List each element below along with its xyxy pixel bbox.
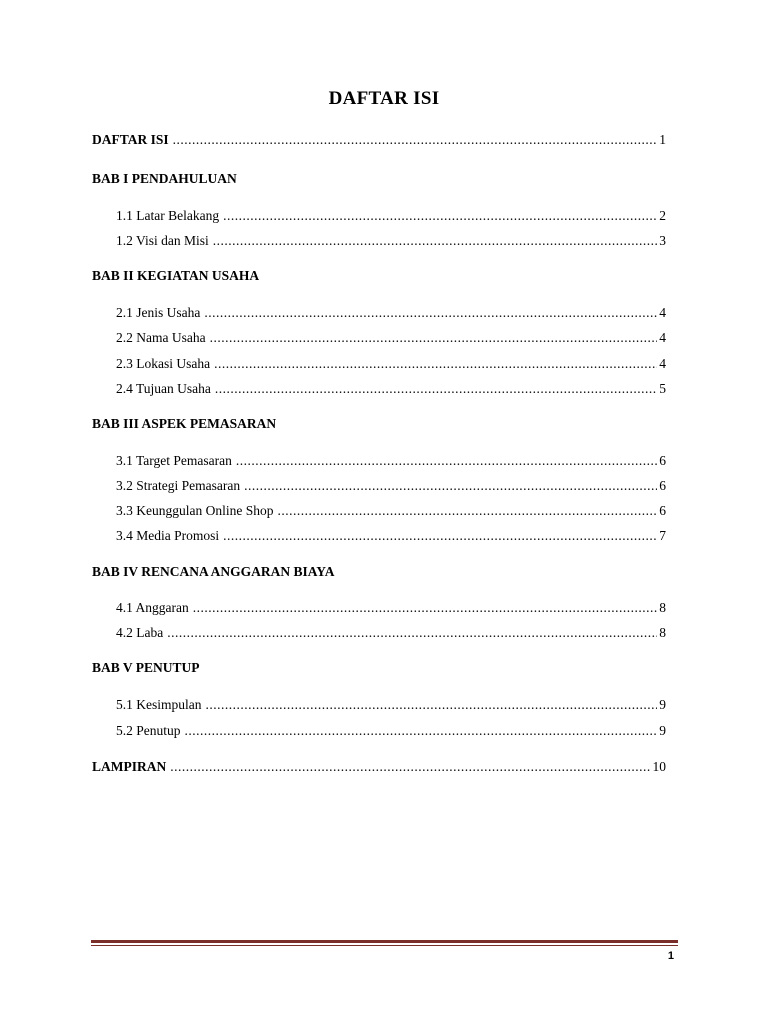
toc-page-number: 4 (659, 356, 666, 371)
toc-entry-daftar-isi[interactable] (92, 132, 666, 148)
toc-entry-5-1[interactable] (116, 697, 666, 713)
toc-leader-dots (170, 759, 650, 775)
toc-entry-5-2[interactable] (116, 723, 666, 739)
footer-divider-thin (91, 945, 678, 946)
toc-entry-2-4[interactable] (116, 381, 666, 397)
toc-leader-dots (244, 478, 657, 494)
toc-leader-dots (167, 625, 657, 641)
toc-page-number: 6 (659, 453, 666, 468)
toc-chapter-bab5[interactable]: BAB V PENUTUP (92, 660, 200, 675)
toc-leader-dots (193, 600, 658, 616)
toc-page-number: 8 (659, 625, 666, 640)
toc-page-number: 9 (659, 723, 666, 738)
toc-entry-label: 3.1 Target Pemasaran (116, 453, 232, 468)
toc-entry-3-3[interactable] (116, 503, 666, 519)
toc-entry-label: 2.4 Tujuan Usaha (116, 381, 211, 396)
toc-chapter-bab4[interactable]: BAB IV RENCANA ANGGARAN BIAYA (92, 564, 335, 579)
toc-entry-label: 3.2 Strategi Pemasaran (116, 478, 241, 493)
toc-page-number: 2 (659, 208, 666, 223)
toc-entry-label: 4.1 Anggaran (116, 600, 189, 615)
toc-leader-dots (214, 356, 657, 372)
footer-divider (91, 940, 678, 943)
toc-entry-label: 3.3 Keunggulan Online Shop (116, 503, 274, 518)
toc-entry-label: 5.2 Penutup (116, 723, 181, 738)
toc-entry-label: 1.2 Visi dan Misi (116, 233, 209, 248)
toc-entry-lampiran[interactable] (92, 759, 666, 775)
footer-page-number: 1 (667, 950, 674, 962)
toc-entry-4-2[interactable] (116, 625, 666, 641)
toc-page-number: 3 (659, 233, 666, 248)
toc-leader-dots (278, 503, 658, 519)
toc-entry-1-1[interactable] (116, 208, 666, 224)
toc-entry-label: DAFTAR ISI (92, 132, 169, 147)
toc-page-number: 4 (659, 330, 666, 345)
toc-chapter-bab2[interactable]: BAB II KEGIATAN USAHA (92, 268, 260, 283)
toc-entry-label: 2.3 Lokasi Usaha (116, 356, 211, 371)
toc-entry-4-1[interactable] (116, 600, 666, 616)
toc-leader-dots (223, 208, 657, 224)
toc-page-number: 6 (659, 478, 666, 493)
toc-entry-2-1[interactable] (116, 305, 666, 321)
toc-page-number: 8 (659, 600, 666, 615)
toc-leader-dots (223, 528, 657, 544)
toc-entry-1-2[interactable] (116, 233, 666, 249)
toc-entry-2-2[interactable] (116, 330, 666, 346)
toc-page-number: 9 (659, 697, 666, 712)
toc-page-number: 6 (659, 503, 666, 518)
toc-page-number: 5 (659, 381, 666, 396)
toc-leader-dots (204, 305, 657, 321)
toc-entry-label: 2.2 Nama Usaha (116, 330, 206, 345)
toc-leader-dots (215, 381, 657, 397)
toc-entry-3-2[interactable] (116, 478, 666, 494)
page-title: DAFTAR ISI (328, 88, 440, 109)
toc-entry-label: LAMPIRAN (92, 759, 167, 774)
toc-page-number: 7 (659, 528, 666, 543)
toc-chapter-bab3[interactable]: BAB III ASPEK PEMASARAN (92, 416, 277, 431)
toc-page-number: 10 (652, 759, 666, 774)
toc-leader-dots (173, 132, 658, 148)
toc-leader-dots (210, 330, 658, 346)
toc-leader-dots (206, 697, 658, 713)
toc-entry-label: 1.1 Latar Belakang (116, 208, 220, 223)
toc-entry-label: 2.1 Jenis Usaha (116, 305, 201, 320)
toc-page-number: 4 (659, 305, 666, 320)
toc-entry-label: 3.4 Media Promosi (116, 528, 220, 543)
toc-entry-label: 4.2 Laba (116, 625, 164, 640)
toc-leader-dots (213, 233, 658, 249)
toc-leader-dots (236, 453, 657, 469)
toc-entry-3-1[interactable] (116, 453, 666, 469)
toc-entry-2-3[interactable] (116, 356, 666, 372)
toc-leader-dots (185, 723, 658, 739)
toc-chapter-bab1[interactable]: BAB I PENDAHULUAN (92, 171, 237, 186)
toc-entry-label: 5.1 Kesimpulan (116, 697, 202, 712)
toc-entry-3-4[interactable] (116, 528, 666, 544)
toc-page-number: 1 (659, 132, 666, 147)
